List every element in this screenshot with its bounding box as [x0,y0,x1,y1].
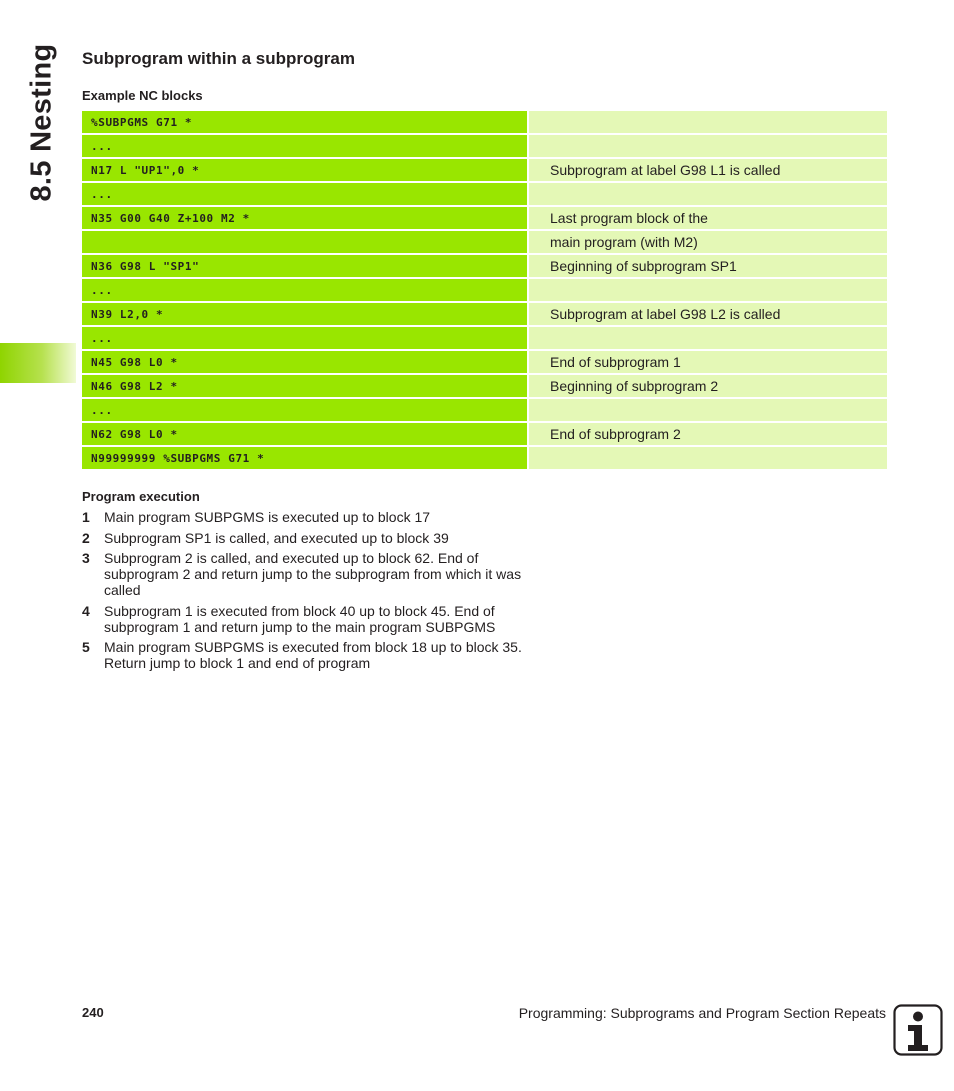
nc-table-row [82,255,887,277]
chapter-side-title-text: 8.5 Nesting [25,42,58,202]
execution-step [82,509,522,525]
page-number: 240 [82,1005,104,1020]
execution-steps-list [82,509,522,676]
execution-step [82,550,522,598]
nc-description-cell [529,327,887,349]
nc-table-row [82,375,887,397]
nc-table-row [82,399,887,421]
nc-code-cell: ... [82,399,527,421]
nc-code-cell: N62 G98 L0 * [82,423,527,445]
step-text: Subprogram SP1 is called, and executed up to block 39 [104,529,449,546]
execution-step [82,603,522,635]
execution-step [82,639,522,671]
nc-table-row [82,159,887,181]
nc-code-cell: N46 G98 L2 * [82,375,527,397]
nc-table-row [82,135,887,157]
nc-code-cell: ... [82,279,527,301]
nc-description-cell: End of subprogram 1 [529,351,887,373]
nc-code-cell: ... [82,183,527,205]
nc-table-row [82,183,887,205]
info-icon [893,1004,943,1056]
nc-code-cell: N39 L2,0 * [82,303,527,325]
step-text: Subprogram 2 is called, and executed up to block 62. End of subprogram 2 and return jump to the subprogram from which it was called [104,550,522,598]
nc-description-cell: End of subprogram 2 [529,423,887,445]
nc-description-cell [529,111,887,133]
nc-code-cell: N35 G00 G40 Z+100 M2 * [82,207,527,229]
step-number: 5 [82,639,90,655]
nc-table-row [82,303,887,325]
nc-table-row [82,447,887,469]
nc-description-cell: Beginning of subprogram SP1 [529,255,887,277]
execution-heading: Program execution [82,489,200,504]
nc-table-row [82,231,887,253]
nc-description-cell: Last program block of the [529,207,887,229]
section-title: Subprogram within a subprogram [82,49,355,68]
nc-description-cell [529,183,887,205]
nc-description-cell: main program (with M2) [529,231,887,253]
execution-step [82,530,522,546]
nc-description-cell [529,279,887,301]
nc-description-cell: Subprogram at label G98 L1 is called [529,159,887,181]
nc-table-row [82,111,887,133]
nc-description-cell [529,135,887,157]
nc-description-cell: Subprogram at label G98 L2 is called [529,303,887,325]
step-text: Main program SUBPGMS is executed up to block 17 [104,509,431,525]
nc-code-cell: N17 L "UP1",0 * [82,159,527,181]
nc-description-cell [529,399,887,421]
step-number: 3 [82,550,90,566]
nc-code-cell: ... [82,135,527,157]
nc-code-cell: %SUBPGMS G71 * [82,111,527,133]
step-number: 1 [82,509,90,525]
nc-description-cell [529,447,887,469]
nc-code-cell: N45 G98 L0 * [82,351,527,373]
nc-code-cell: N99999999 %SUBPGMS G71 * [82,447,527,469]
step-text: Main program SUBPGMS is executed from block 18 up to block 35. Return jump to block 1 and end of program [104,639,522,671]
nc-code-cell [82,231,527,253]
example-heading: Example NC blocks [82,88,203,103]
chapter-tab-marker [0,343,76,383]
nc-description-cell: Beginning of subprogram 2 [529,375,887,397]
nc-table-row [82,351,887,373]
step-number: 4 [82,602,90,619]
nc-code-cell: ... [82,327,527,349]
nc-code-cell: N36 G98 L "SP1" [82,255,527,277]
footer-chapter-title: Programming: Subprograms and Program Section Repeats [518,1005,886,1021]
nc-table-row [82,327,887,349]
chapter-side-title [2,42,82,202]
nc-table-row [82,207,887,229]
nc-table-row [82,423,887,445]
step-number: 2 [82,529,90,546]
nc-blocks-table [82,111,887,471]
nc-table-row [82,279,887,301]
step-text: Subprogram 1 is executed from block 40 up to block 45. End of subprogram 1 and return jump to the main program SUBPGMS [104,602,496,635]
